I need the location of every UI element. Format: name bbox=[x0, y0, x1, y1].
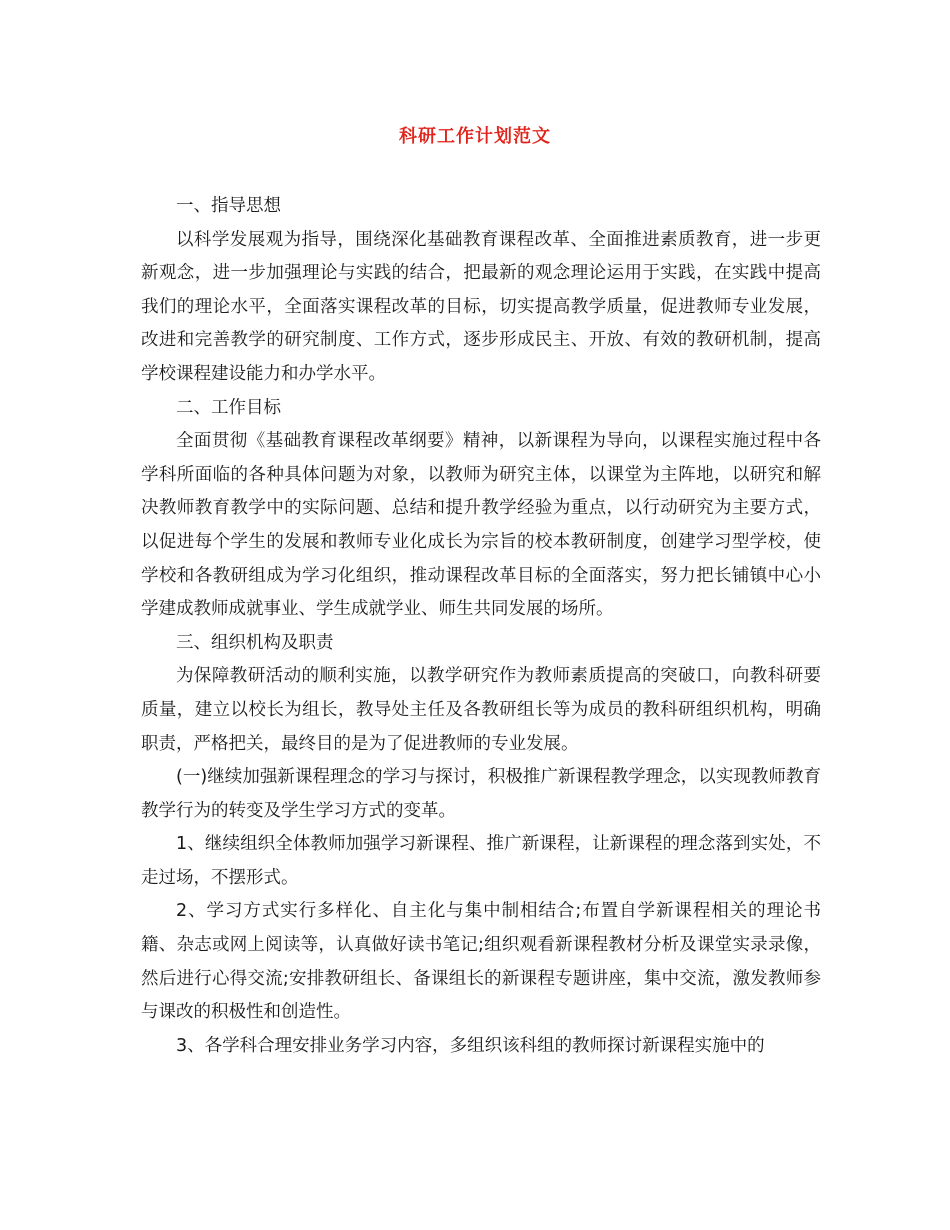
document-body bbox=[141, 190, 821, 1063]
paragraph: 全面贯彻《基础教育课程改革纲要》精神，以新课程为导向，以课程实施过程中各学科所面临的各种具体问题为对象，以教师为研究主体，以课堂为主阵地，以研究和解决教师教育教学中的实际问题、总结和提升教学经验为重点，以行动研究为主要方式，以促进每个学生的发展和教师专业化成长为宗旨的校本教研制度，创建学习型学校，使学校和各教研组成为学习化组织，推动课程改革目标的全面落实，努力把长铺镇中心小学建成教师成就事业、学生成就学业、师生共同发展的场所。 bbox=[141, 431, 821, 620]
paragraph: 为保障教研活动的顺利实施，以教学研究作为教师素质提高的突破口，向教科研要质量，建立以校长为组长，教导处主任及各教研组长等为成员的教科研组织机构，明确职责，严格把关，最终目的是为了促进教师的专业发展。 bbox=[141, 666, 821, 754]
paragraph: 1、继续组织全体教师加强学习新课程、推广新课程，让新课程的理念落到实处，不走过场，不摆形式。 bbox=[141, 834, 821, 888]
section-heading: 三、组织机构及职责 bbox=[176, 632, 334, 653]
section-heading: 一、指导思想 bbox=[176, 196, 281, 216]
paragraph: 3、各学科合理安排业务学习内容，多组织该科组的教师探讨新课程实施中的 bbox=[176, 1035, 765, 1056]
section-heading: 二、工作目标 bbox=[176, 397, 281, 418]
paragraph: (一)继续加强新课程理念的学习与探讨，积极推广新课程教学理念，以实现教师教育教学行为的转变及学生学习方式的变革。 bbox=[141, 767, 821, 821]
document-title: 科研工作计划范文 bbox=[399, 126, 551, 147]
paragraph: 以科学发展观为指导，围绕深化基础教育课程改革、全面推进素质教育，进一步更新观念，进一步加强理论与实践的结合，把最新的观念理论运用于实践，在实践中提高我们的理论水平，全面落实课程改革的目标，切实提高教学质量，促进教师专业发展，改进和完善教学的研究制度、工作方式，逐步形成民主、开放、有效的教研机制，提高学校课程建设能力和办学水平。 bbox=[141, 229, 821, 384]
paragraph: 2、学习方式实行多样化、自主化与集中制相结合;布置自学新课程相关的理论书籍、杂志或网上阅读等，认真做好读书笔记;组织观看新课程教材分析及课堂实录录像，然后进行心得交流;安排教研组长、备课组长的新课程专题讲座，集中交流，激发教师参与课改的积极性和创造性。 bbox=[141, 901, 821, 1023]
